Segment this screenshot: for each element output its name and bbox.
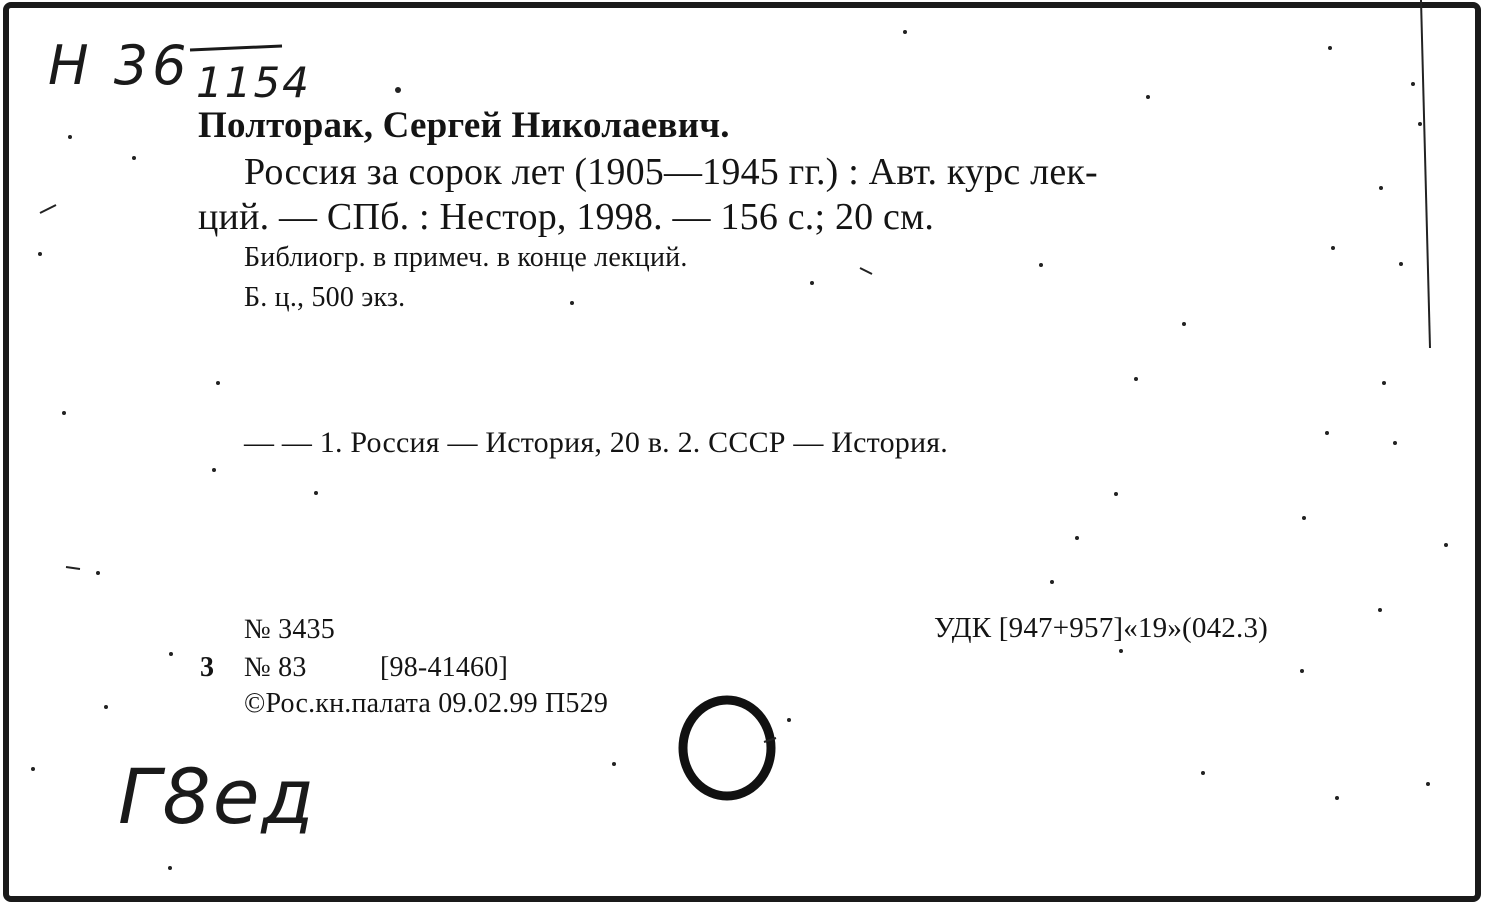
bibliography-note: Библиогр. в примеч. в конце лекций.	[244, 242, 688, 273]
udk-classification: УДК [947+957]«19»(042.3)	[934, 612, 1269, 644]
price-print-run: Б. ц., 500 экз.	[244, 282, 406, 313]
subject-headings: — — 1. Россия — История, 20 в. 2. СССР — История.	[244, 426, 948, 459]
copy-mark: 3	[200, 652, 215, 683]
book-number: № 83	[244, 652, 307, 683]
record-number: № 3435	[244, 614, 335, 645]
control-number: [98-41460]	[380, 652, 508, 683]
accession-number: 1154	[196, 58, 311, 107]
book-chamber-imprint: ©Рос.кн.палата 09.02.99 П529	[244, 688, 609, 719]
shelfmark: Н 36	[48, 34, 191, 97]
title-line-1: Россия за сорок лет (1905—1945 гг.) : Авт. курс лек-	[244, 151, 1098, 193]
title-line-2: ций. — СПб. : Нестор, 1998. — 156 с.; 20 см.	[198, 196, 935, 238]
handwritten-note: Г8ед	[118, 752, 316, 841]
author-heading: Полторак, Сергей Николаевич.	[198, 105, 730, 146]
